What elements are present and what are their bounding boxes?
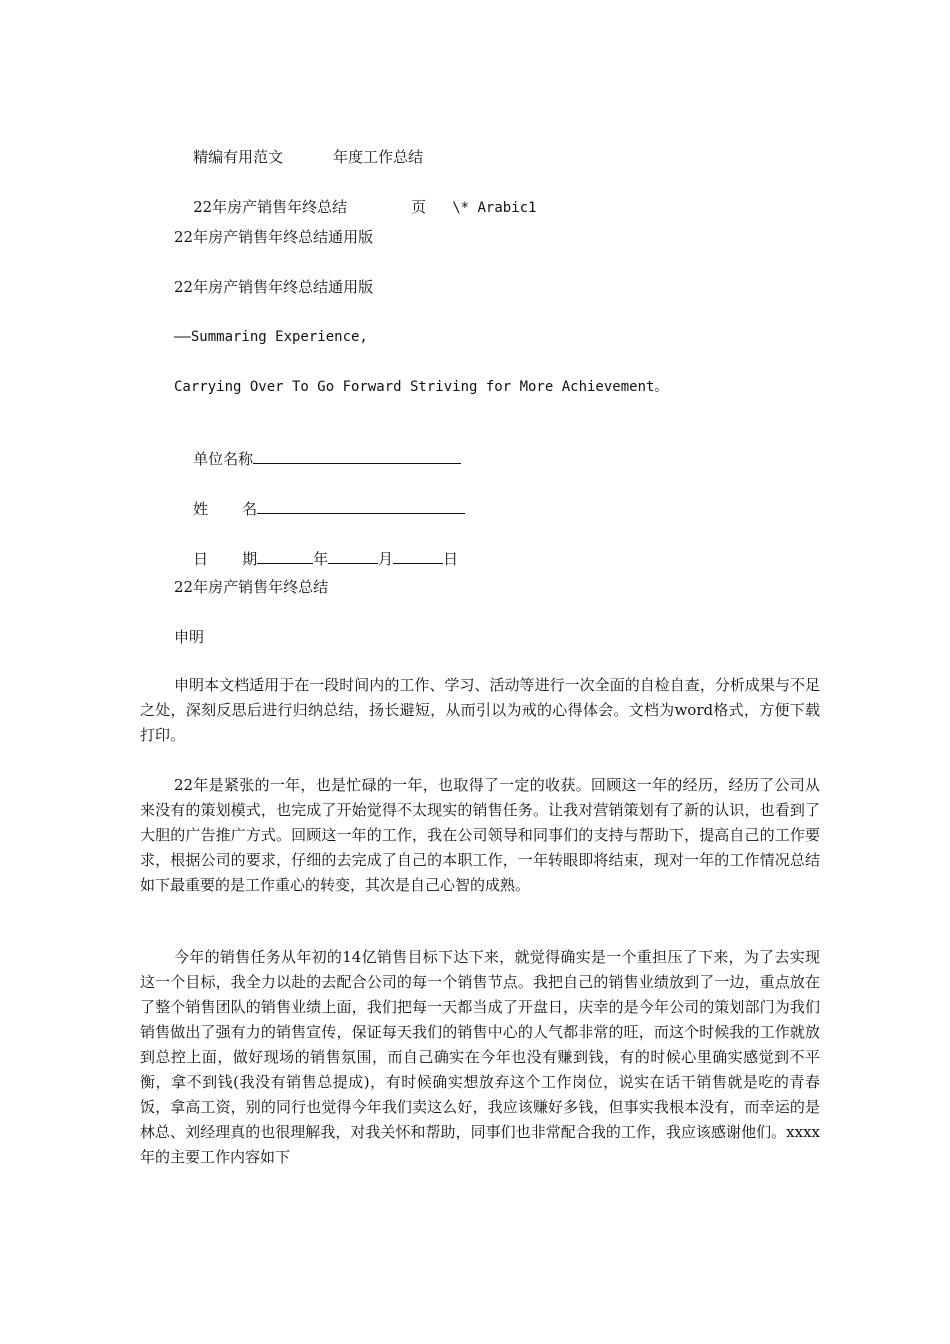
page-field-title: 22年房产销售年终总结 xyxy=(193,198,348,216)
page-label: 页 xyxy=(411,198,427,216)
date-label-1: 日 xyxy=(193,550,209,568)
header-right: 年度工作总结 xyxy=(333,148,424,166)
english-line-2: Carrying Over To Go Forward Striving for More Achievement。 xyxy=(174,379,669,395)
paragraph-review: 22年是紧张的一年，也是忙碌的一年，也取得了一定的收获。回顾这一年的经历，经历了公司从来没有的策划模式，也完成了开始觉得不太现实的销售任务。让我对营销策划有了新的认识，也看到了大胆的广告推广方式。回顾这一年的工作，我在公司领导和同事们的支持与帮助下，提高自己的工作要求，根据公司的要求，仔细的去完成了自己的本职工作，一年转眼即将结束，现对一年的工作情况总结如下最重要的是工作重心的转变，其次是自己心智的成熟。 xyxy=(140,776,820,894)
name-label-1: 姓 xyxy=(193,500,209,518)
unit-name-blank xyxy=(253,447,461,464)
english-line-1: ——Summaring Experience, xyxy=(174,329,368,345)
paragraph-sales-task: 今年的销售任务从年初的14亿销售目标下达下来，就觉得确实是一个重担压了下来，为了去实现这一个目标，我全力以赴的去配合公司的每一个销售节点。我把自己的销售业绩放到了一边，重点放在了整个销售团队的销售业绩上面，我们把每一天都当成了开盘日，庆幸的是今年公司的策划部门为我们销售做出了强有力的销售宣传，保证每天我们的销售中心的人气都非常的旺，而这个时候我的工作就放到总控上面，做好现场的销售氛围，而自己确实在今年也没有赚到钱，有的时候心里确实感觉到不平衡，拿不到钱(我没有销售总提成)，有时候确实想放弃这个工作岗位，说实在话干销售就是吃的青春饭，拿高工资，别的同行也觉得今年我们卖这么好，我应该赚好多钱，但事实我根本没有，而幸运的是林总、刘经理真的也很理解我，对我关怀和帮助，同事们也非常配合我的工作，我应该感谢他们。xxxx年的主要工作内容如下 xyxy=(140,948,820,1166)
month-label: 月 xyxy=(378,550,394,568)
header-left: 精编有用范文 xyxy=(193,148,284,166)
paragraph-statement: 申明本文档适用于在一段时间内的工作、学习、活动等进行一次全面的自检自查，分析成果与不足之处，深刻反思后进行归纳总结，扬长避短，从而引以为戒的心得体会。文档为word格式，方便下载打印。 xyxy=(140,676,820,744)
name-blank xyxy=(257,497,465,514)
doc-title: 22年房产销售年终总结 xyxy=(174,578,329,596)
unit-name-label: 单位名称 xyxy=(193,450,254,468)
year-blank xyxy=(257,547,313,564)
statement-heading: 申明 xyxy=(174,628,205,646)
day-label: 日 xyxy=(443,550,459,568)
page-field-code: \* Arabic1 xyxy=(452,200,537,216)
day-blank xyxy=(393,547,443,564)
month-blank xyxy=(328,547,378,564)
date-label-2: 期 xyxy=(242,550,258,568)
year-label: 年 xyxy=(313,550,329,568)
subtitle-1: 22年房产销售年终总结通用版 xyxy=(174,228,374,246)
name-label-2: 名 xyxy=(242,500,258,518)
subtitle-2: 22年房产销售年终总结通用版 xyxy=(174,278,374,296)
